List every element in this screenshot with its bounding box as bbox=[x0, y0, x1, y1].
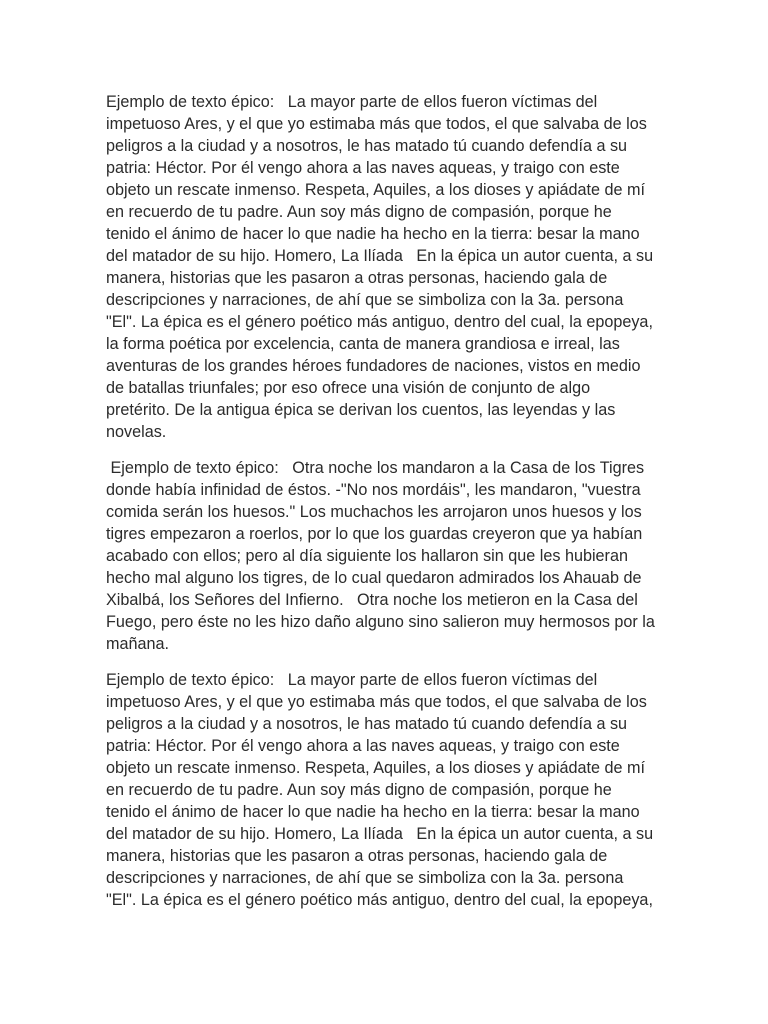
text-line: del matador de su hijo. Homero, La Ilíada En la épica un autor cuenta, a su bbox=[106, 825, 654, 843]
text-line: aventuras de los grandes héroes fundadores de naciones, vistos en medio bbox=[106, 357, 641, 375]
text-line: descripciones y narraciones, de ahí que se simboliza con la 3a. persona bbox=[106, 291, 624, 309]
text-line: Ejemplo de texto épico: La mayor parte de ellos fueron víctimas del bbox=[106, 671, 598, 689]
text-line: en recuerdo de tu padre. Aun soy más digno de compasión, porque he bbox=[106, 203, 612, 221]
text-line: tenido el ánimo de hacer lo que nadie ha hecho en la tierra: besar la mano bbox=[106, 225, 640, 243]
text-line: mañana. bbox=[106, 635, 169, 653]
text-line: Ejemplo de texto épico: Otra noche los mandaron a la Casa de los Tigres bbox=[106, 459, 645, 477]
text-line: Ejemplo de texto épico: La mayor parte de ellos fueron víctimas del bbox=[106, 93, 598, 111]
text-line: objeto un rescate inmenso. Respeta, Aquiles, a los dioses y apiádate de mí bbox=[106, 181, 646, 199]
text-line: comida serán los huesos." Los muchachos les arrojaron unos huesos y los bbox=[106, 503, 642, 521]
text-line: impetuoso Ares, y el que yo estimaba más que todos, el que salvaba de los bbox=[106, 693, 647, 711]
text-line: la forma poética por excelencia, canta de manera grandiosa e irreal, las bbox=[106, 335, 620, 353]
text-line: de batallas triunfales; por eso ofrece una visión de conjunto de algo bbox=[106, 379, 591, 397]
text-line: hecho mal alguno los tigres, de lo cual quedaron admirados los Ahauab de bbox=[106, 569, 642, 587]
text-line: Xibalbá, los Señores del Infierno. Otra noche los metieron en la Casa del bbox=[106, 591, 638, 609]
text-line: patria: Héctor. Por él vengo ahora a las naves aqueas, y traigo con este bbox=[106, 159, 620, 177]
text-line: Fuego, pero éste no les hizo daño alguno sino salieron muy hermosos por la bbox=[106, 613, 655, 631]
text-line: objeto un rescate inmenso. Respeta, Aquiles, a los dioses y apiádate de mí bbox=[106, 759, 646, 777]
text-line: donde había infinidad de éstos. -"No nos mordáis", les mandaron, "vuestra bbox=[106, 481, 641, 499]
text-line: impetuoso Ares, y el que yo estimaba más que todos, el que salvaba de los bbox=[106, 115, 647, 133]
text-line: patria: Héctor. Por él vengo ahora a las naves aqueas, y traigo con este bbox=[106, 737, 620, 755]
text-line: manera, historias que les pasaron a otras personas, haciendo gala de bbox=[106, 269, 608, 287]
text-line: tigres empezaron a roerlos, por lo que los guardas creyeron que ya habían bbox=[106, 525, 643, 543]
text-line: novelas. bbox=[106, 423, 167, 441]
text-line: descripciones y narraciones, de ahí que se simboliza con la 3a. persona bbox=[106, 869, 624, 887]
text-line: "El". La épica es el género poético más antiguo, dentro del cual, la epopeya, bbox=[106, 891, 653, 909]
text-line: en recuerdo de tu padre. Aun soy más digno de compasión, porque he bbox=[106, 781, 612, 799]
text-line: manera, historias que les pasaron a otras personas, haciendo gala de bbox=[106, 847, 608, 865]
text-line: tenido el ánimo de hacer lo que nadie ha hecho en la tierra: besar la mano bbox=[106, 803, 640, 821]
text-line: acabado con ellos; pero al día siguiente los hallaron sin que les hubieran bbox=[106, 547, 628, 565]
text-line: del matador de su hijo. Homero, La Ilíada En la épica un autor cuenta, a su bbox=[106, 247, 654, 265]
text-line: peligros a la ciudad y a nosotros, le has matado tú cuando defendía a su bbox=[106, 137, 628, 155]
text-line: "El". La épica es el género poético más antiguo, dentro del cual, la epopeya, bbox=[106, 313, 653, 331]
text-line: pretérito. De la antigua épica se derivan los cuentos, las leyendas y las bbox=[106, 401, 616, 419]
text-line: peligros a la ciudad y a nosotros, le has matado tú cuando defendía a su bbox=[106, 715, 628, 733]
